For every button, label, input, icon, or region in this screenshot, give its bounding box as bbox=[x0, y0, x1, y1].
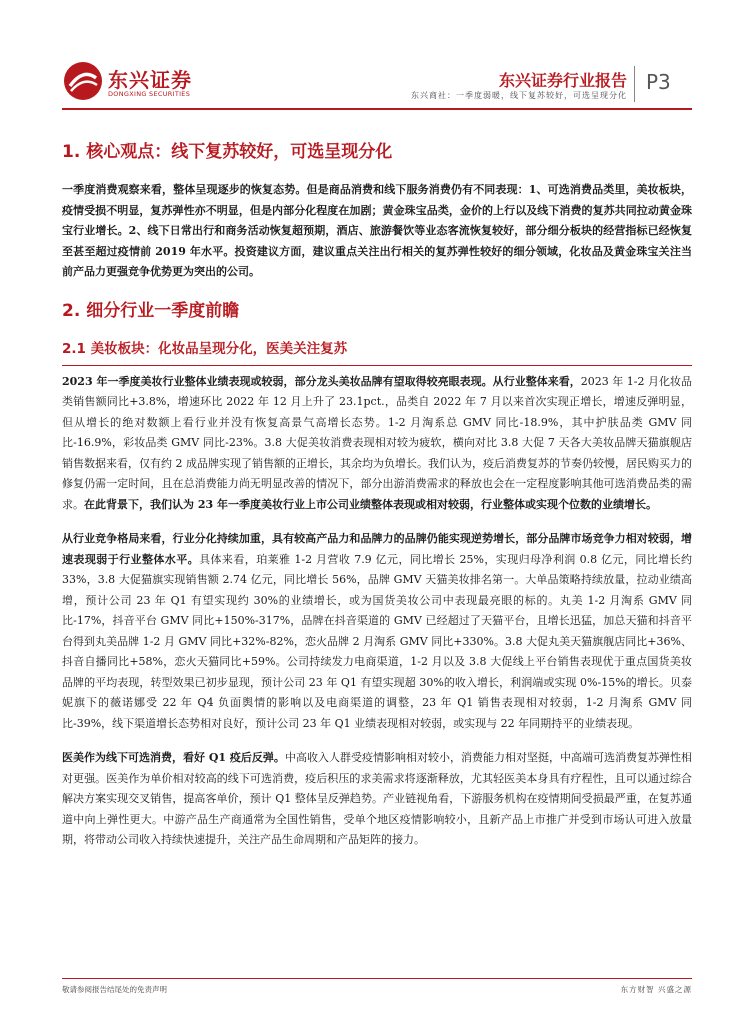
section-2-heading: 2. 细分行业一季度前瞻 bbox=[62, 300, 240, 321]
page-header bbox=[0, 0, 755, 110]
core-view-text: 一季度消费观察来看，整体呈现逐步的恢复态势。但是商品消费和线下服务消费仍有不同表现：1、可选消费品类里，美妆板块，疫情受损不明显，复苏弹性亦不明显，但是内部分化程度在加剧；黄金珠宝品类，金价的上行以及线下消费的复苏共同拉动黄金珠宝行业增长。2、线下日常出行和商务活动恢复超预期，酒店、旅游餐饮等业态客流恢复较好，部分细分板块的经营指标已经恢复至甚至超过疫情前 2019 年水平。投资建议方面，建议重点关注出行相关的复苏弹性较好的细分领域，化妆品及黄金珠宝关注当前产品力更强竞争优势更为突出的公司。 bbox=[62, 183, 692, 278]
report-subtitle: 东兴商社：一季度弱暖，线下复苏较好，可选呈现分化 bbox=[411, 91, 627, 100]
competition-paragraph bbox=[62, 529, 692, 734]
header-divider bbox=[634, 66, 635, 102]
disclaimer-note: 敬请参阅报告结尾处的免责声明 bbox=[62, 985, 167, 994]
report-title: 东兴证券行业报告 bbox=[498, 71, 627, 90]
medical-aesthetics-lead: 医美作为线下可选消费，看好 Q1 疫后反弹。 bbox=[62, 751, 285, 764]
footer-rule bbox=[62, 978, 692, 979]
beauty-overview-conclusion: 在此背景下，我们认为 23 年一季度美妆行业上市公司业绩整体表现或相对较弱，行业整体或实现个位数的业绩增长。 bbox=[84, 497, 657, 511]
company-logo bbox=[62, 58, 192, 106]
beauty-overview-text: 2023 年 1-2 月化妆品类销售额同比+3.8%，增速环比 2022 年 12 月上升了 23.1pct.，品类自 2022 年 7 月以来首次实现正增长，增速反弹明显，但从增长的绝对数额上看行业并没有恢复高景气高增长态势。1-2 月淘系总 GMV 同比-18.9%，其中护肤品类 GMV 同比-16.9%，彩妆品类 GMV 同比-23%。3.8 大促美妆消费表现相对较为疲软，横向对比 3.8 大促 7 天各大美妆品牌天猫旗舰店销售数据来看，仅有约 2 成品牌实现了销售额的正增长，其余均为负增长。我们认为，疫后消费复苏的节奏仍较慢，居民购买力的修复仍需一定时间，且在总消费能力尚无明显改善的情况下，部分出游消费需求的释放也会在一定程度影响其他可选消费品类的需求。 bbox=[62, 374, 692, 511]
beauty-overview-paragraph bbox=[62, 372, 692, 516]
logo-chinese-name: 东兴证券 bbox=[108, 68, 192, 92]
section-1-heading: 1. 核心观点：线下复苏较好，可选呈现分化 bbox=[62, 142, 393, 162]
header-rule bbox=[62, 108, 692, 110]
medical-aesthetics-text: 中高收入人群受疫情影响相对较小，消费能力相对坚挺，中高端可选消费复苏弹性相对更强。医美作为单价相对较高的线下可选消费，疫后积压的求美需求将逐渐释放，尤其轻医美本身具有疗程性，且可以通过综合解决方案实现交叉销售，提高客单价，预计 Q1 整体呈反弹趋势。产业链视角看，下游服务机构在疫情期间受损最严重，在复苏通道中向上弹性更大。中游产品生产商通常为全国性销售，受单个地区疫情影响较小，且新产品上市推广并受到市场认可进入放量期，将带动公司收入持续快速提升，关注产品生命周期和产品矩阵的接力。 bbox=[62, 751, 692, 846]
subsection-2-1-heading: 2.1 美妆板块：化妆品呈现分化，医美关注复苏 bbox=[62, 340, 348, 357]
medical-aesthetics-paragraph bbox=[62, 748, 692, 851]
report-body bbox=[62, 138, 692, 865]
core-view-paragraph bbox=[62, 180, 692, 283]
competition-text: 具体来看，珀莱雅 1-2 月营收 7.9 亿元，同比增长 25%，实现归母净利润 0.8 亿元，同比增长约 33%，3.8 大促猫旗实现销售额 2.74 亿元，同比增长 56%，品牌 GMV 天猫美妆排名第一。大单品策略持续放量，拉动业绩高增，预计公司 23 年 Q1 有望实现约 30%的业绩增长，或为国货美妆公司中表现最亮眼的标的。丸美 1-2 月淘系 GMV 同比-17%，抖音平台 GMV 同比+150%-317%，品牌在抖音渠道的 GMV 已经超过了天猫平台，且增长迅猛，加总天猫和抖音平台得到丸美品牌 1-2 月 GMV 同比+32%-82%，恋火品牌 2 月淘系 GMV 同比+330%。3.8 大促丸美天猫旗舰店同比+36%、抖音自播同比+58%，恋火天猫同比+59%。公司持续发力电商渠道，1-2 月以及 3.8 大促线上平台销售表现优于重点国货美妆品牌的平均表现，转型效果已初步显现，预计公司 23 年 Q1 有望实现超 30%的收入增长，利润端或实现 0%-15%的增长。贝泰妮旗下的薇诺娜受 22 年 Q4 负面舆情的影响以及电商渠道的调整，23 年 Q1 销售表现相对较弱，1-2 月淘系 GMV 同比-39%，线下渠道增长态势相对良好，预计公司 23 年 Q1 业绩表现相对较弱，或实现与 22 年同期持平的业绩表现。 bbox=[62, 552, 693, 730]
competition-lead: 从行业竞争格局来看，行业分化持续加重，具有较高产品力和品牌力的品牌仍能实现逆势增长，部分品牌市场竞争力相对较弱，增速表现弱于行业整体水平。 bbox=[62, 532, 692, 566]
page-number: P3 bbox=[646, 70, 671, 94]
subsection-rule bbox=[62, 365, 692, 366]
logo-english-name: DONGXING SECURITIES bbox=[108, 90, 191, 98]
beauty-overview-lead: 2023 年一季度美妆行业整体业绩表现或较弱，部分龙头美妆品牌有望取得较亮眼表现。从行业整体来看， bbox=[62, 374, 581, 388]
logo-mark-icon bbox=[62, 60, 104, 102]
footer-slogan: 东方财智 兴盛之源 bbox=[620, 985, 692, 994]
